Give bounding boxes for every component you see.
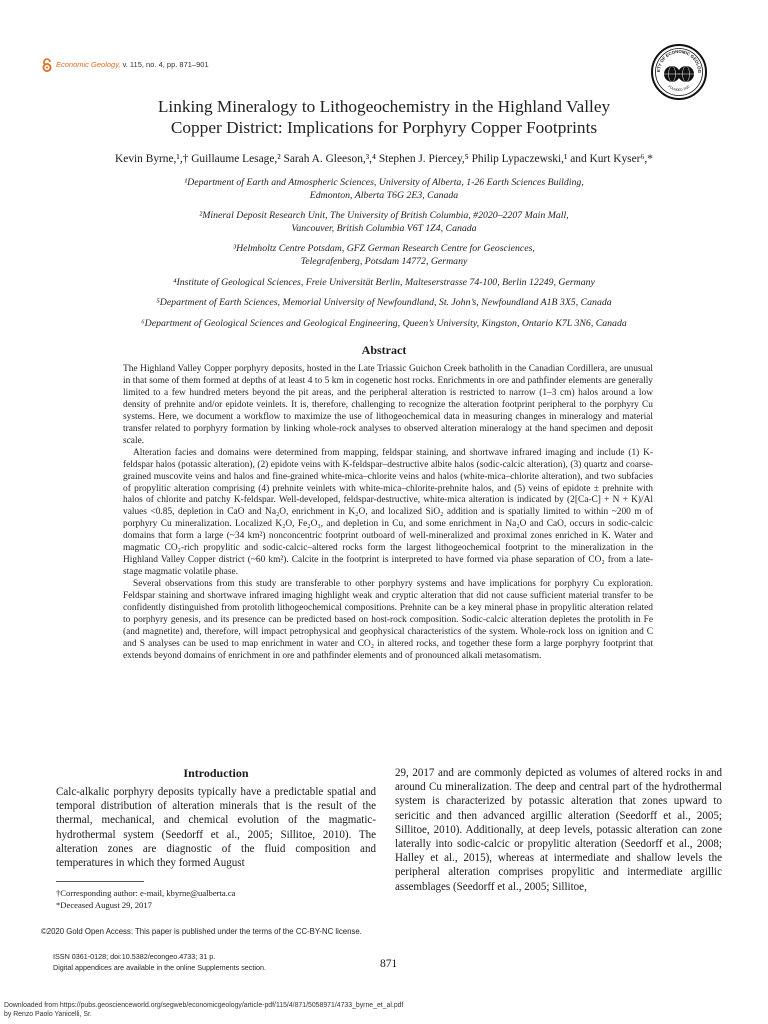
abstract-body xyxy=(123,364,653,663)
abstract-paragraph-1: The Highland Valley Copper porphyry deposits, hosted in the Late Triassic Guichon Creek batholith in the Canadian Cordillera, are unusual in that some of them formed at depths of at least 4 to 5 km in cogenetic host rocks. Enrichments in ore and pathfinder elements are generally limited to a few hundred meters beyond the pit areas, and the peripheral alteration is restricted to narrow (1–3 cm) halos around a low density of prehnite and/or epidote veinlets. It is, therefore, challenging to recognize the alteration footprint peripheral to the porphyry Cu systems. Here, we document a workflow to maximize the use of lithogeochemical data in measuring changes in mineralogy and material transfer related to porphyry formation by linking whole-rock analyses to observed alteration mineralogy at the hand specimen and deposit scale. xyxy=(123,364,653,446)
abstract-paragraph-3: Several observations from this study are transferable to other porphyry systems and have implications for porphyry Cu exploration. Feldspar staining and shortwave infrared imaging highlight weak and cryptic alteration that did not cause sufficient material transfer to be confidently distinguished from protolith lithogeochemical compositions. Prehnite can be a key mineral phase in propylitic alteration related to porphyry genesis, and its presence can be predicted based on host-rock composition. Sodic-calcic alteration depletes the protolith in Fe (and magnetite) and, therefore, will impact petrophysical and geophysical characteristics of the system. Whole-rock loss on ignition and C and S analyses can be used to map enrichment in water and CO₂ in altered rocks, and together these form a large porphyry footprint that extends beyond domains of enrichment in ore and pathfinder elements and of pronounced alkali metasomatism. xyxy=(123,579,653,661)
seg-society-logo xyxy=(651,44,707,100)
introduction-heading: Introduction xyxy=(183,766,249,780)
author-list: Kevin Byrne,¹,† Guillaume Lesage,² Sarah A. Gleeson,³,⁴ Stephen J. Piercey,⁵ Philip Lypaczewski,¹ and Kurt Kyser⁶,* xyxy=(115,153,653,165)
title-line-2: Copper District: Implications for Porphyry Copper Footprints xyxy=(170,118,598,137)
page-number: 871 xyxy=(380,958,398,970)
download-user: by Renzo Paolo Yanicelli, Sr. xyxy=(4,1011,92,1019)
intro-left-column xyxy=(56,785,376,870)
footnotes xyxy=(56,887,236,911)
download-url: Downloaded from https://pubs.geoscienceworld.org/segweb/economicgeology/article-pdf/115/4/871/5058971/4733_byrne_et_al.pdf xyxy=(4,1002,404,1009)
affiliation-5: ⁵Department of Earth Sciences, Memorial University of Newfoundland, St. John’s, Newfoundland A1B 3X5, Canada xyxy=(156,297,612,308)
paper-title xyxy=(60,96,708,138)
license-notice: ©2020 Gold Open Access: This paper is published under the terms of the CC-BY-NC license. xyxy=(41,927,362,936)
affiliation-6: ⁶Department of Geological Sciences and Geological Engineering, Queen’s University, Kingston, Ontario K7L 3N6, Canada xyxy=(141,318,627,329)
footnote-deceased: *Deceased August 29, 2017 xyxy=(56,900,152,910)
intro-paragraph-left: Calc-alkalic porphyry deposits typically have a predictable spatial and temporal distribution of alteration minerals that is the result of the thermal, mechanical, and chemical evolution of the magmatic-hydrothermal system (Seedorff et al., 2005; Sillitoe, 2010). The alteration zones are diagnostic of the fluid composition and temperatures in which they formed August xyxy=(56,786,376,870)
intro-right-column xyxy=(395,766,722,894)
publication-identifiers xyxy=(53,952,266,973)
footnote-corresponding-author: †Corresponding author: e-mail, kbyrne@ualberta.ca xyxy=(56,888,236,898)
logo-founded-text: FOUNDED 1920 xyxy=(667,84,691,93)
footnote-divider xyxy=(56,881,144,882)
abstract-heading: Abstract xyxy=(361,343,407,357)
issn-doi: ISSN 0361-0128; doi:10.5382/econgeo.4733; 31 p. xyxy=(53,952,216,961)
affiliation-1: ¹Department of Earth and Atmospheric Sciences, University of Alberta, 1-26 Earth Sciences Building, Edmonton, Alberta T6G 2E3, Canada xyxy=(184,177,584,202)
title-line-1: Linking Mineralogy to Lithogeochemistry in the Highland Valley xyxy=(157,97,611,116)
journal-citation xyxy=(56,60,209,69)
abstract-paragraph-2: Alteration facies and domains were determined from mapping, feldspar staining, and shortwave infrared imaging and include (1) K-feldspar halos (potassic alteration), (2) epidote veins with K-feldspar–destructive albite halos (sodic-calcic alteration), (3) quartz and coarse-grained muscovite veins and halos and fine-grained white-mica–chlorite veins and halos (white-mica–chlorite alteration), and two subfacies of propylitic alteration comprising (4) prehnite veinlets with white-mica–chlorite-prehnite halos, and (5) veins of epidote ± prehnite with halos of chlorite and patchy K-feldspar. Well-developed, feldspar-destructive, white-mica alteration is indicated by (2[Ca-C] + N + K)/Al values <0.85, depletion in CaO and Na₂O, enrichment in K₂O, and localized SiO₂ addition and is spatially limited to within ~200 m of porphyry Cu mineralization. Localized K₂O, Fe₂O₃, and depletion in Cu, and some enrichment in Na₂O and CaO, occurs in sodic-calcic domains that form a large (~34 km²) nonconcentric footprint outboard of well-mineralized and proximal zones enriched in K. Water and magmatic CO₂-rich propylitic and sodic-calcic–altered rocks form the largest lithogeochemical footprint to the mineralization in the Highland Valley Copper district (~60 km²). Calcite in the footprint is interpreted to have formed via phase separation of CO₂ from a late-stage magmatic volatile phase. xyxy=(123,447,653,578)
affiliation-2: ²Mineral Deposit Research Unit, The University of British Columbia, #2020–2207 Main Mall, Vancouver, British Columbia V6T 1Z4, Canada xyxy=(199,210,569,235)
affiliation-3: ³Helmholtz Centre Potsdam, GFZ German Research Centre for Geosciences, Telegrafenberg, Potsdam 14772, Germany xyxy=(233,243,535,268)
intro-paragraph-right: 29, 2017 and are commonly depicted as volumes of altered rocks in and around Cu mineralization. The deep and central part of the hydrothermal system is characterized by potassic alteration that zones upward to sericitic and then advanced argillic alteration (Seedorff et al., 2005; Sillitoe, 2010). Additionally, at deep levels, potassic alteration can zone laterally into sodic-calcic or propylitic alteration (Seedorff et al., 2008; Halley et al., 2015), whereas at intermediate and shallow levels the peripheral alteration comprises propylitic and intermediate argillic assemblages (Seedorff et al., 2005; Sillitoe, xyxy=(395,767,722,893)
open-access-icon xyxy=(41,58,53,72)
journal-name: Economic Geology, xyxy=(56,60,121,69)
affiliation-4: ⁴Institute of Geological Sciences, Freie Universität Berlin, Malteserstrasse 74-100, Berlin 12249, Germany xyxy=(173,277,595,288)
download-watermark xyxy=(4,1001,403,1020)
citation-volume: v. 115, no. 4, pp. 871–901 xyxy=(120,60,209,69)
digital-appendices-note: Digital appendices are available in the online Supplements section. xyxy=(53,962,266,972)
logo-ring-text: ETY OF ECONOMIC GEOLOG xyxy=(655,48,703,74)
